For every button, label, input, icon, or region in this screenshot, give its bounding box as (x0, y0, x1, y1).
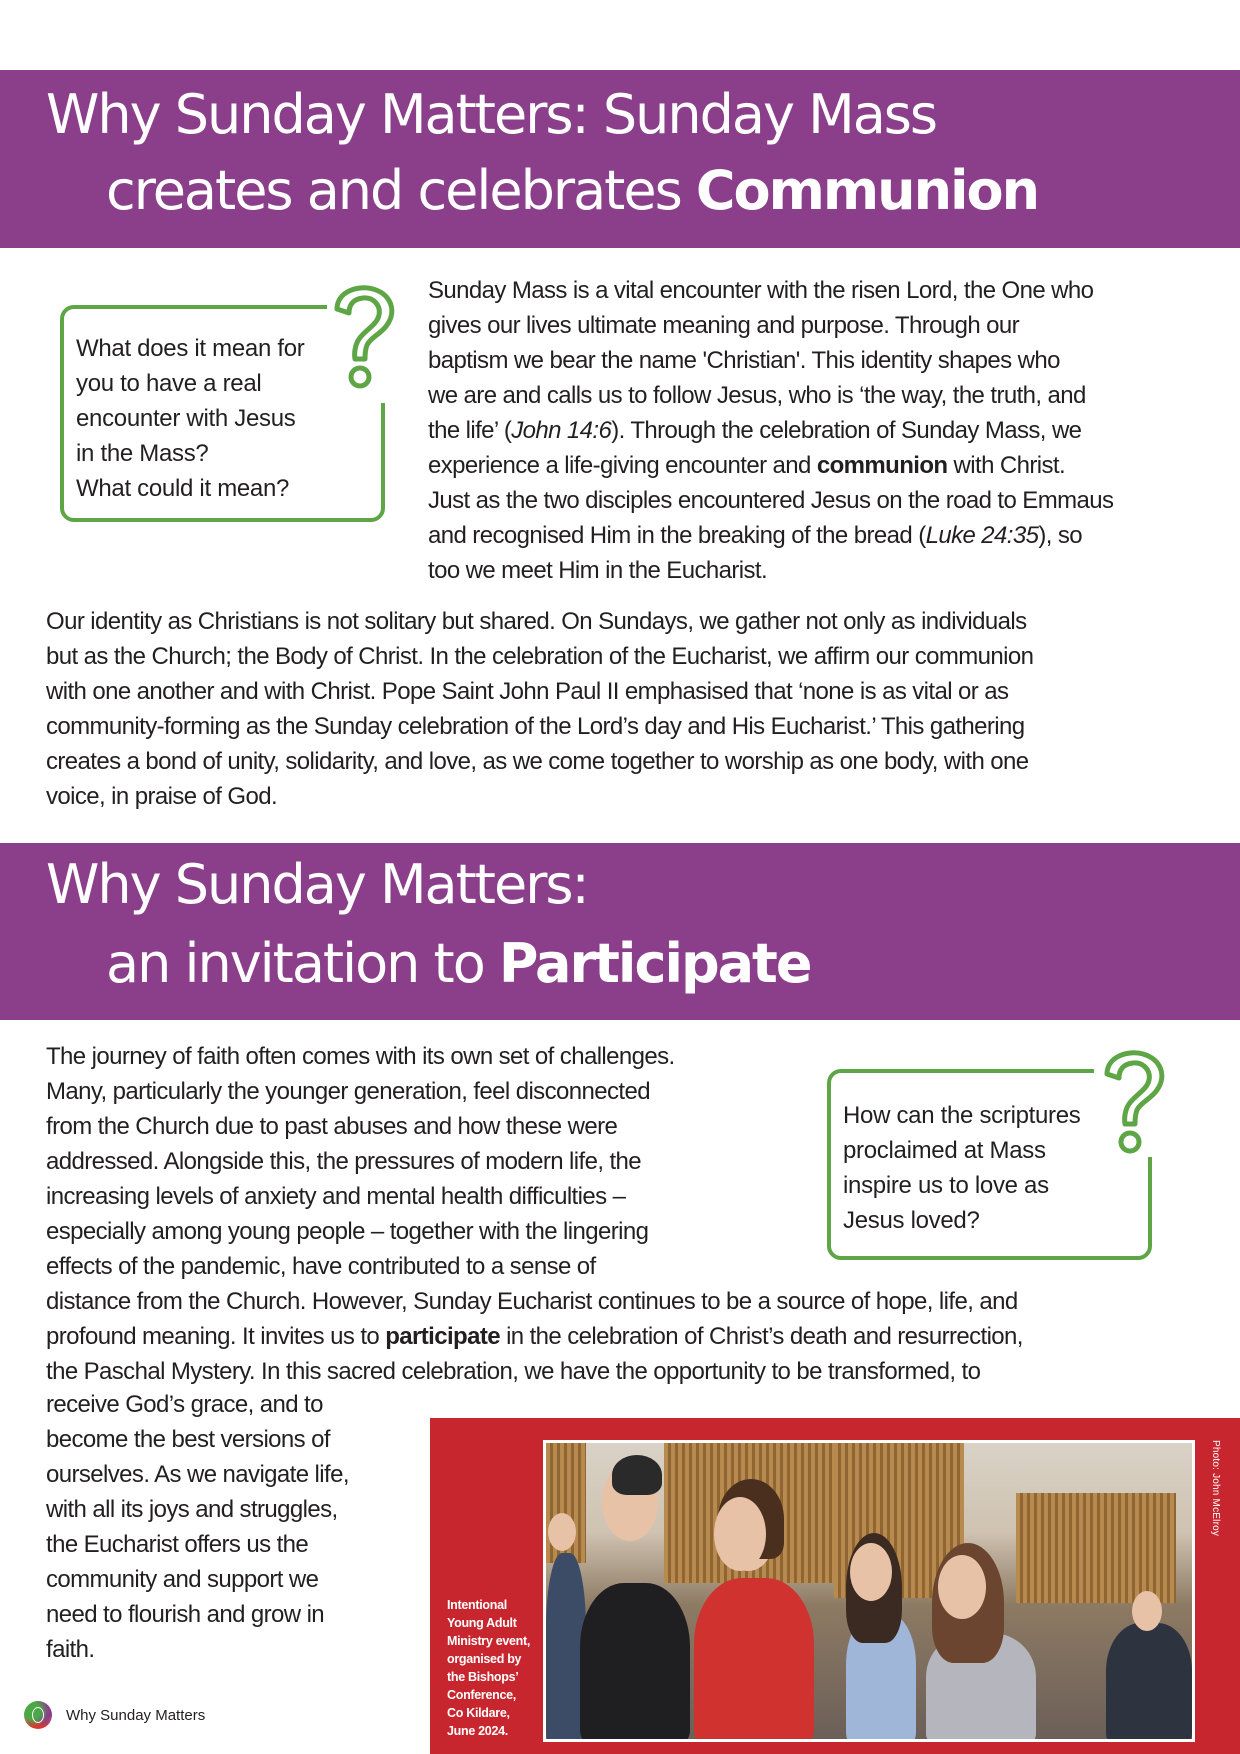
heading-emphasis: Communion (695, 159, 1039, 222)
eucharist-paragraph: receive God’s grace, and to become the best versions of ourselves. As we navigate life, with all its joys and struggles, the Eucharist offers us the community and support we need to flourish and grow in faith. (46, 1391, 349, 1663)
intro-paragraph: Sunday Mass is a vital encounter with the risen Lord, the One who gives our lives ultimate meaning and purpose. Through our baptism we bear the name 'Christian'. This identity shapes who we are and calls us to follow Jesus, who is ‘the way, the truth, and the life’ (John 14:6). Through the celebration of Sunday Mass, we experience a life-giving encounter and communion with Christ. Just as the two disciples encountered Jesus on the road to Emmaus and recognised Him in the breaking of the bread (Luke 24:35), so too we meet Him in the Eucharist. (428, 277, 1114, 584)
event-photo (543, 1440, 1195, 1742)
section-header-communion (0, 70, 1240, 248)
why-sunday-matters-logo-icon (24, 1701, 52, 1729)
scripture-reference: John 14:6 (511, 417, 612, 444)
heading-emphasis: Participate (498, 932, 811, 995)
identity-paragraph: Our identity as Christians is not solitary but shared. On Sundays, we gather not only as individuals but as the Church; the Body of Christ. In the celebration of the Eucharist, we affirm our communion with one another and with Christ. Pope Saint John Paul II emphasised that ‘none is as vital or as community-forming as the Sunday celebration of the Lord’s day and His Eucharist.’ This gathering creates a bond of unity, solidarity, and love, as we come together to worship as one body, with one voice, in praise of God. (46, 608, 1034, 810)
question-mark-icon (325, 283, 405, 395)
question-mark-icon (1095, 1048, 1175, 1160)
heading-line-2: creates and celebrates Communion (106, 159, 1039, 222)
scripture-reference: Luke 24:35 (925, 522, 1039, 549)
section-header-participate (0, 843, 1240, 1020)
reflection-question-text: How can the scriptures proclaimed at Mass inspire us to love as Jesus loved? (843, 1102, 1081, 1234)
emphasis-communion: communion (816, 452, 948, 479)
footer-label: Why Sunday Matters (66, 1706, 206, 1724)
photo-caption: Intentional Young Adult Ministry event, organised by the Bishops’ Conference, Co Kildare, June 2024. (447, 1598, 531, 1738)
heading-line-1: Why Sunday Matters: (46, 853, 588, 916)
photo-panel (430, 1418, 1240, 1754)
photo-credit: Photo: John McElroy (1210, 1440, 1221, 1537)
challenges-paragraph: The journey of faith often comes with its own set of challenges. Many, particularly the younger generation, feel disconnected from the Church due to past abuses and how these were addressed. Alongside this, the pressures of modern life, the increasing levels of anxiety and mental health difficulties – especially among young people – together with the lingering effects of the pandemic, have contributed to a sense of distance from the Church. However, Sunday Eucharist continues to be a source of hope, life, and profound meaning. It invites us to participate in the celebration of Christ’s death and resurrection, the Paschal Mystery. In this sacred celebration, we have the opportunity to be transformed, to (46, 1043, 1023, 1385)
emphasis-participate: participate (385, 1323, 500, 1350)
heading-line-1: Why Sunday Matters: Sunday Mass (46, 83, 937, 146)
reflection-question-text: What does it mean for you to have a real encounter with Jesus in the Mass? What could it mean? (76, 335, 305, 502)
heading-line-2: an invitation to Participate (106, 932, 811, 995)
footer (24, 1701, 205, 1729)
